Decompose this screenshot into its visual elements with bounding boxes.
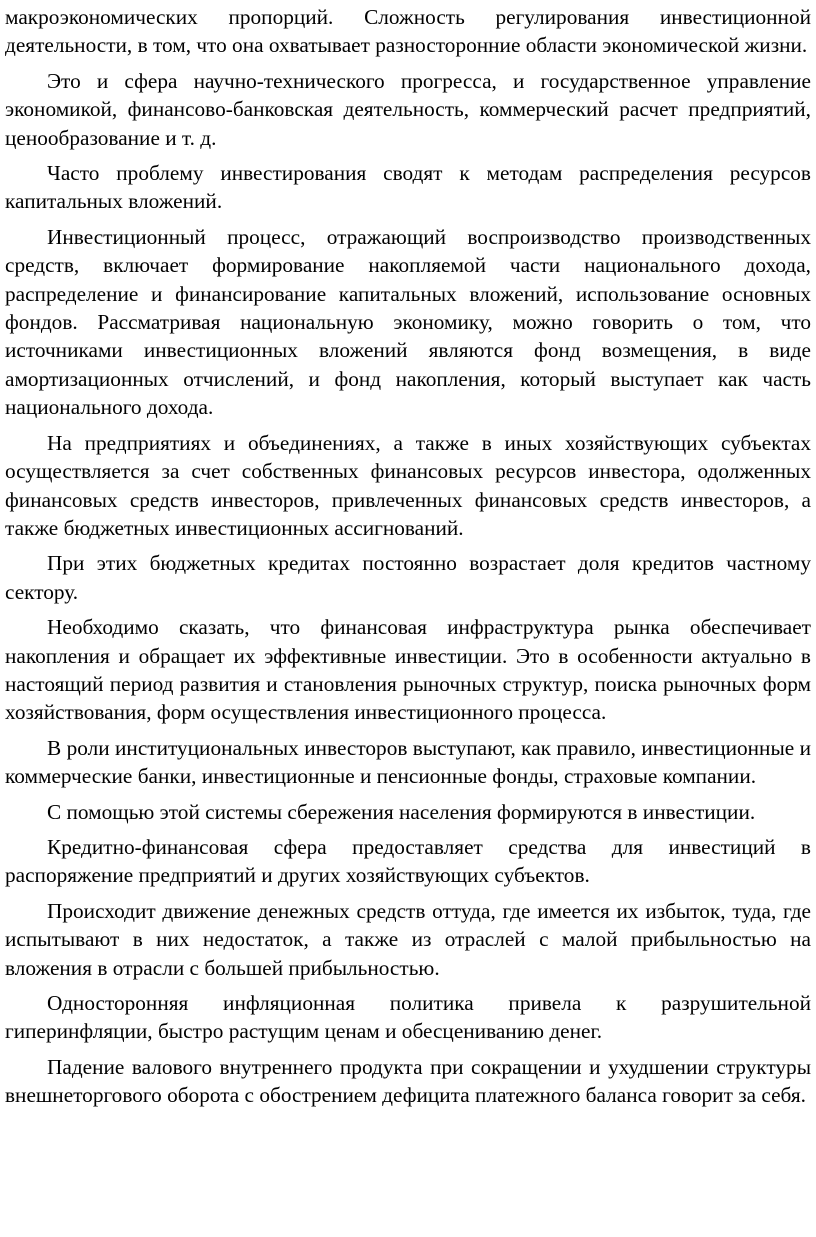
paragraph-1: макроэкономических пропорций. Сложность регулирования инвестиционной деятельности, в том, что она охватывает разносторонние области экономической жизни. [5, 5, 811, 58]
document-page [5, 3, 811, 1117]
paragraph-3: Часто проблему инвестирования сводят к методам распределения ресурсов капитальных вложений. [5, 161, 811, 214]
paragraph-9: С помощью этой системы сбережения населения формируются в инвестиции. [47, 799, 756, 824]
paragraph-5: На предприятиях и объединениях, а также в иных хозяйствующих субъектах осуществляется за счет собственных финансовых ресурсов инвестора, одолженных финансовых средств инвесторов, привлеченных финансовых средств инвесторов, а также бюджетных инвестиционных ассигнований. [5, 430, 811, 540]
paragraph-12: Односторонняя инфляционная политика привела к разрушительной гиперинфляции, быстро растущим ценам и обесцениванию денег. [5, 991, 811, 1044]
paragraph-10: Кредитно-финансовая сфера предоставляет средства для инвестиций в распоряжение предприятий и других хозяйствующих субъектов. [5, 834, 811, 888]
paragraph-8: В роли институциональных инвесторов выступают, как правило, инвестиционные и коммерческие банки, инвестиционные и пенсионные фонды, страховые компании. [5, 735, 811, 789]
paragraph-6: При этих бюджетных кредитах постоянно возрастает доля кредитов частному сектору. [5, 551, 811, 604]
paragraph-2: Это и сфера научно-технического прогресса, и государственное управление экономикой, финансово-банковская деятельность, коммерческий расчет предприятий, ценообразование и т. д. [5, 68, 811, 150]
paragraph-13: Падение валового внутреннего продукта при сокращении и ухудшении структуры внешнеторгового оборота с обострением дефицита платежного баланса говорит за себя. [5, 1054, 811, 1108]
paragraph-4: Инвестиционный процесс, отражающий воспроизводство производственных средств, включает формирование накопляемой части национального дохода, распределение и финансирование капитальных вложений, использование основных фондов. Рассматривая национальную экономику, можно говорить о том, что источниками инвестиционных вложений являются фонд возмещения, в виде амортизационных отчислений, и фонд накопления, который выступает как часть национального дохода. [5, 224, 811, 420]
paragraph-7: Необходимо сказать, что финансовая инфраструктура рынка обеспечивает накопления и обращает их эффективные инвестиции. Это в особенности актуально в настоящий период развития и становления рыночных структур, поиска рыночных форм хозяйствования, форм осуществления инвестиционного процесса. [5, 615, 811, 725]
paragraph-11: Происходит движение денежных средств оттуда, где имеется их избыток, туда, где испытывают в них недостаток, а также из отраслей с малой прибыльностью на вложения в отрасли с большей прибыльностью. [5, 898, 811, 980]
